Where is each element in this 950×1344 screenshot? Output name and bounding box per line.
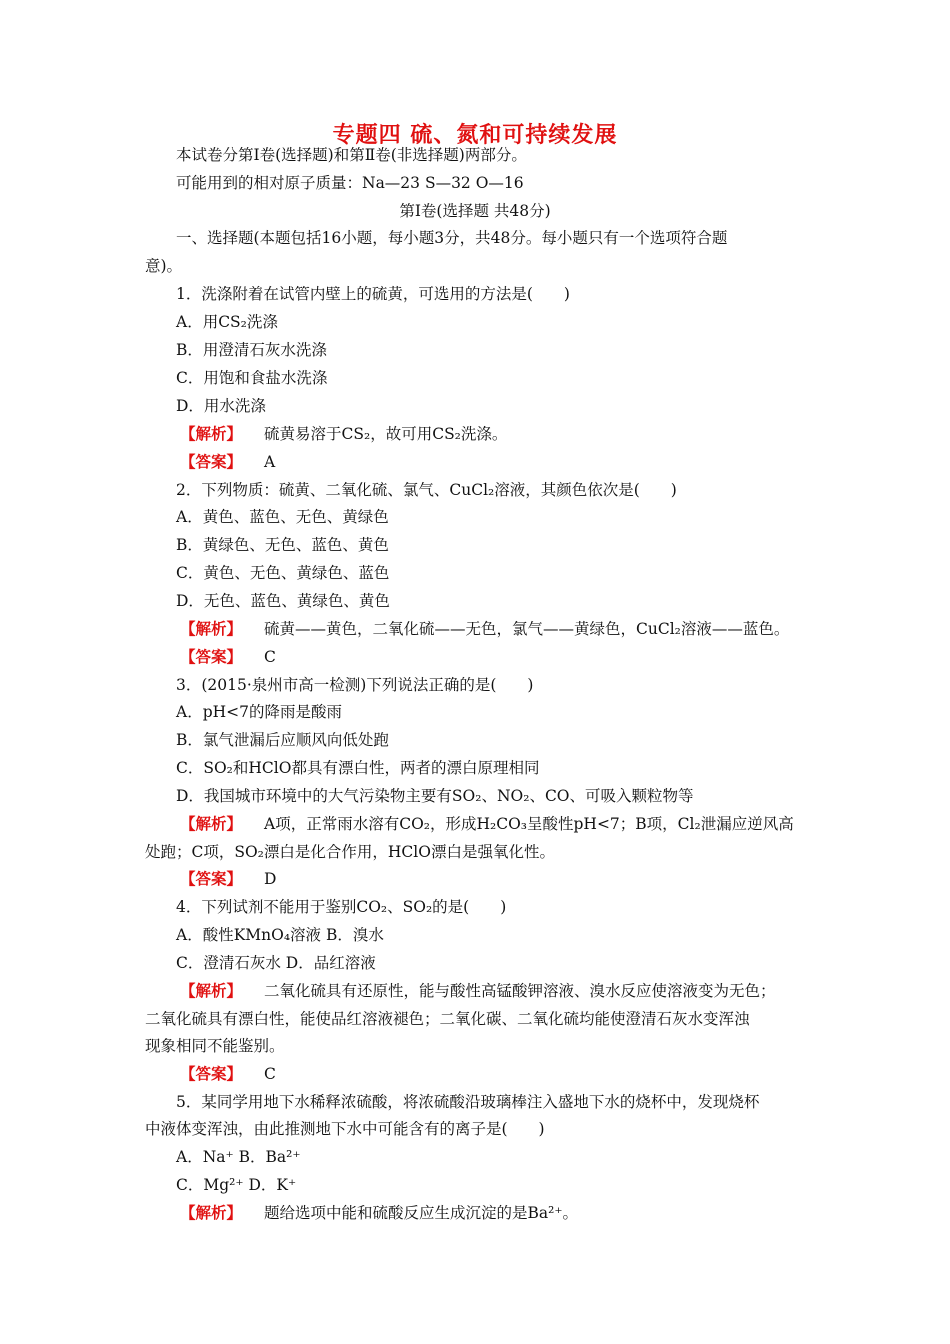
question-2-answer xyxy=(180,647,276,667)
question-1-stem: 1．洗涤附着在试管内壁上的硫黄，可选用的方法是( ) xyxy=(176,285,570,303)
question-5-stem-cont: 中液体变浑浊，由此推测地下水中可能含有的离子是( ) xyxy=(145,1120,545,1138)
question-2-analysis xyxy=(180,619,789,639)
answer-label: 【答案】 xyxy=(180,1064,243,1083)
question-2-stem: 2．下列物质：硫黄、二氧化硫、氯气、CuCl₂溶液，其颜色依次是( ) xyxy=(176,481,677,499)
question-2-option-d: D．无色、蓝色、黄绿色、黄色 xyxy=(176,592,390,610)
question-3-analysis xyxy=(180,814,794,834)
analysis-label: 【解析】 xyxy=(180,814,243,833)
instruction-line-2: 意)。 xyxy=(145,257,183,275)
analysis-label: 【解析】 xyxy=(180,1203,243,1222)
instruction-line-1: 一、选择题(本题包括16小题，每小题3分，共48分。每小题只有一个选项符合题 xyxy=(176,229,728,247)
answer-label: 【答案】 xyxy=(180,452,243,471)
question-2-option-a: A．黄色、蓝色、无色、黄绿色 xyxy=(176,508,389,526)
question-5-stem: 5．某同学用地下水稀释浓硫酸，将浓硫酸沿玻璃棒注入盛地下水的烧杯中，发现烧杯 xyxy=(176,1093,760,1111)
question-3-analysis-cont: 处跑；C项，SO₂漂白是化合作用，HClO漂白是强氧化性。 xyxy=(145,843,555,861)
question-4-analysis-cont-2: 现象相同不能鉴别。 xyxy=(145,1037,285,1055)
answer-label: 【答案】 xyxy=(180,647,243,666)
question-1-option-d: D．用水洗涤 xyxy=(176,397,266,415)
question-1-option-a: A．用CS₂洗涤 xyxy=(176,313,278,331)
question-3-option-a: A．pH<7的降雨是酸雨 xyxy=(176,703,342,721)
analysis-text: 硫黄易溶于CS₂，故可用CS₂洗涤。 xyxy=(264,425,508,443)
section-heading: 第Ⅰ卷(选择题 共48分) xyxy=(399,202,551,220)
question-3-stem: 3．(2015·泉州市高一检测)下列说法正确的是( ) xyxy=(176,676,534,694)
question-1-answer xyxy=(180,452,275,472)
question-3-option-d: D．我国城市环境中的大气污染物主要有SO₂、NO₂、CO、可吸入颗粒物等 xyxy=(176,787,694,805)
intro-line-1: 本试卷分第Ⅰ卷(选择题)和第Ⅱ卷(非选择题)两部分。 xyxy=(176,146,527,164)
answer-value: C xyxy=(264,648,276,666)
question-1-option-b: B．用澄清石灰水洗涤 xyxy=(176,341,327,359)
question-2-option-c: C．黄色、无色、黄绿色、蓝色 xyxy=(176,564,390,582)
question-5-analysis xyxy=(180,1203,578,1223)
answer-value: A xyxy=(264,453,276,471)
question-1-option-c: C．用饱和食盐水洗涤 xyxy=(176,369,328,387)
question-5-options-ab: A．Na⁺ B．Ba²⁺ xyxy=(176,1148,301,1166)
question-4-stem: 4．下列试剂不能用于鉴别CO₂、SO₂的是( ) xyxy=(176,898,507,916)
question-4-options-ab: A．酸性KMnO₄溶液 B．溴水 xyxy=(176,926,384,944)
page-title: 专题四 硫、氮和可持续发展 xyxy=(332,123,618,148)
question-4-analysis xyxy=(180,981,776,1001)
answer-value: C xyxy=(264,1065,276,1083)
question-4-answer xyxy=(180,1064,276,1084)
intro-line-2: 可能用到的相对原子质量：Na—23 S—32 O—16 xyxy=(176,174,524,192)
question-3-option-b: B．氯气泄漏后应顺风向低处跑 xyxy=(176,731,389,749)
analysis-label: 【解析】 xyxy=(180,424,243,443)
analysis-label: 【解析】 xyxy=(180,619,243,638)
question-4-options-cd: C．澄清石灰水 D．品红溶液 xyxy=(176,954,376,972)
answer-label: 【答案】 xyxy=(180,869,243,888)
question-2-option-b: B．黄绿色、无色、蓝色、黄色 xyxy=(176,536,389,554)
question-4-analysis-cont-1: 二氧化硫具有漂白性，能使品红溶液褪色；二氧化碳、二氧化硫均能使澄清石灰水变浑浊 xyxy=(145,1010,750,1028)
analysis-text: 二氧化硫具有还原性，能与酸性高锰酸钾溶液、溴水反应使溶液变为无色； xyxy=(264,982,776,1000)
answer-value: D xyxy=(264,870,277,888)
question-3-option-c: C．SO₂和HClO都具有漂白性，两者的漂白原理相同 xyxy=(176,759,540,777)
analysis-text: 硫黄——黄色，二氧化硫——无色，氯气——黄绿色，CuCl₂溶液——蓝色。 xyxy=(264,620,790,638)
question-5-options-cd: C．Mg²⁺ D．K⁺ xyxy=(176,1176,297,1194)
question-3-answer xyxy=(180,869,276,889)
analysis-text: 题给选项中能和硫酸反应生成沉淀的是Ba²⁺。 xyxy=(264,1204,579,1222)
analysis-label: 【解析】 xyxy=(180,981,243,1000)
analysis-text: A项，正常雨水溶有CO₂，形成H₂CO₃呈酸性pH<7；B项，Cl₂泄漏应逆风高 xyxy=(264,815,794,833)
question-1-analysis xyxy=(180,424,507,444)
